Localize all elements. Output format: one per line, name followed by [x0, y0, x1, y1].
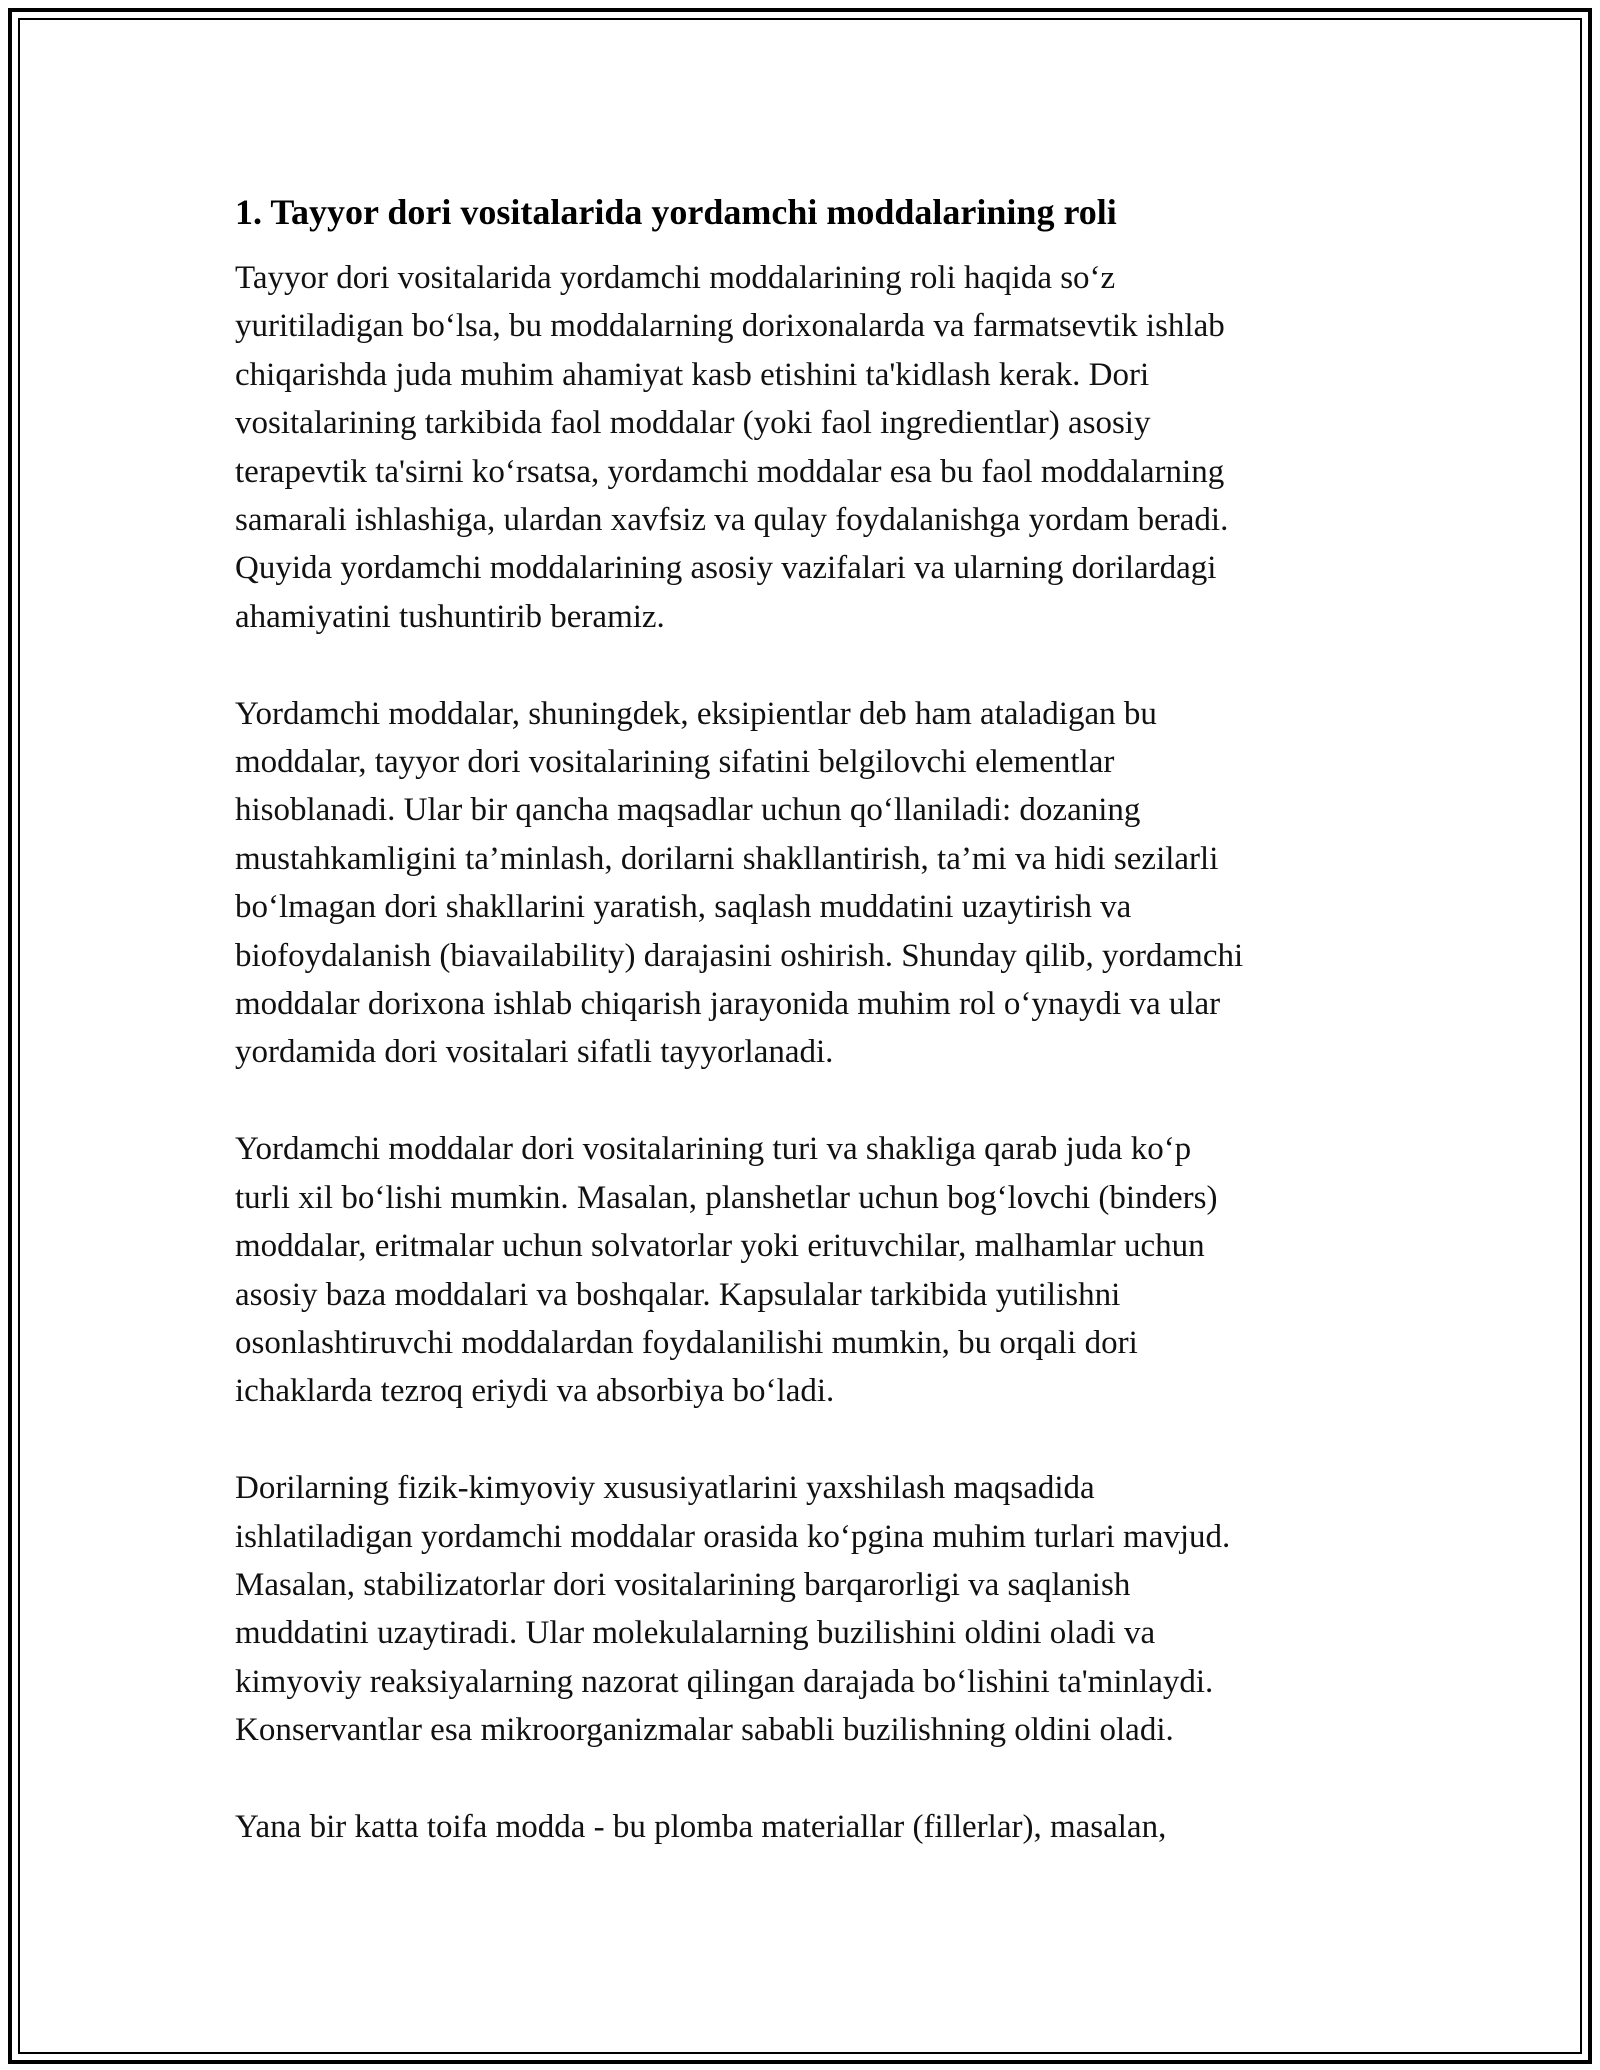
text-line: kimyoviy reaksiyalarning nazorat qilingan darajada bo‘lishini ta'minlaydi. — [235, 1663, 1214, 1700]
text-line: Tayyor dori vositalarida yordamchi moddalarining roli haqida so‘z — [235, 260, 1116, 296]
text-line: Yordamchi moddalar dori vositalarining turi va shakliga qarab juda ko‘p — [235, 1131, 1192, 1168]
document-body — [235, 188, 1370, 1900]
text-line: chiqarishda juda muhim ahamiyat kasb etishini ta'kidlash kerak. Dori — [235, 356, 1150, 393]
paragraph — [235, 1464, 1370, 1754]
paragraph — [235, 254, 1370, 641]
paragraph — [235, 1803, 1370, 1851]
text-line: yuritiladigan bo‘lsa, bu moddalarning dorixonalarda va farmatsevtik ishlab — [235, 308, 1225, 345]
text-line: ahamiyatini tushuntirib beramiz. — [235, 598, 665, 635]
paragraph-list — [235, 254, 1370, 1851]
text-line: hisoblanadi. Ular bir qancha maqsadlar uchun qo‘llaniladi: dozaning — [235, 792, 1141, 829]
text-line: Yana bir katta toifa modda - bu plomba materiallar (fillerlar), masalan, — [235, 1808, 1167, 1845]
text-line: moddalar, eritmalar uchun solvatorlar yoki erituvchilar, malhamlar uchun — [235, 1228, 1205, 1265]
text-line: moddalar, tayyor dori vositalarining sifatini belgilovchi elementlar — [235, 744, 1115, 781]
text-line: Masalan, stabilizatorlar dori vositalarining barqarorligi va saqlanish — [235, 1566, 1131, 1603]
text-line: muddatini uzaytiradi. Ular molekulalarning buzilishini oldini oladi va — [235, 1615, 1156, 1652]
text-line: osonlashtiruvchi moddalardan foydalanilishi mumkin, bu orqali dori — [235, 1324, 1138, 1361]
text-line: asosiy baza moddalari va boshqalar. Kapsulalar tarkibida yutilishni — [235, 1276, 1121, 1313]
text-line: terapevtik ta'sirni ko‘rsatsa, yordamchi moddalar esa bu faol moddalarning — [235, 453, 1225, 490]
text-line: samarali ishlashiga, ulardan xavfsiz va qulay foydalanishga yordam beradi. — [235, 502, 1229, 539]
text-line: Dorilarning fizik-kimyoviy xususiyatlarini yaxshilash maqsadida — [235, 1470, 1095, 1507]
text-line: turli xil bo‘lishi mumkin. Masalan, planshetlar uchun bog‘lovchi (binders) — [235, 1179, 1218, 1216]
text-line: mustahkamligini ta’minlash, dorilarni shakllantirish, ta’mi va hidi sezilarli — [235, 840, 1219, 877]
paragraph — [235, 1125, 1370, 1415]
text-line: moddalar dorixona ishlab chiqarish jarayonida muhim rol o‘ynaydi va ular — [235, 986, 1221, 1023]
text-line: Quyida yordamchi moddalarining asosiy vazifalari va ularning dorilardagi — [235, 550, 1217, 587]
text-line: vositalarining tarkibida faol moddalar (yoki faol ingredientlar) asosiy — [235, 405, 1151, 442]
text-line: yordamida dori vositalari sifatli tayyorlanadi. — [235, 1034, 834, 1071]
text-line: Konservantlar esa mikroorganizmalar sababli buzilishning oldini oladi. — [235, 1712, 1174, 1749]
paragraph — [235, 690, 1370, 1077]
section-heading: 1. Tayyor dori vositalarida yordamchi moddalarining roli — [235, 192, 1117, 232]
text-line: ichaklarda tezroq eriydi va absorbiya bo‘ladi. — [235, 1373, 835, 1410]
text-line: Yordamchi moddalar, shuningdek, eksipientlar deb ham ataladigan bu — [235, 695, 1157, 732]
text-line: ishlatiladigan yordamchi moddalar orasida ko‘pgina muhim turlari mavjud. — [235, 1518, 1231, 1555]
text-line: bo‘lmagan dori shakllarini yaratish, saqlash muddatini uzaytirish va — [235, 889, 1132, 926]
text-line: biofoydalanish (biavailability) darajasini oshirish. Shunday qilib, yordamchi — [235, 937, 1244, 974]
